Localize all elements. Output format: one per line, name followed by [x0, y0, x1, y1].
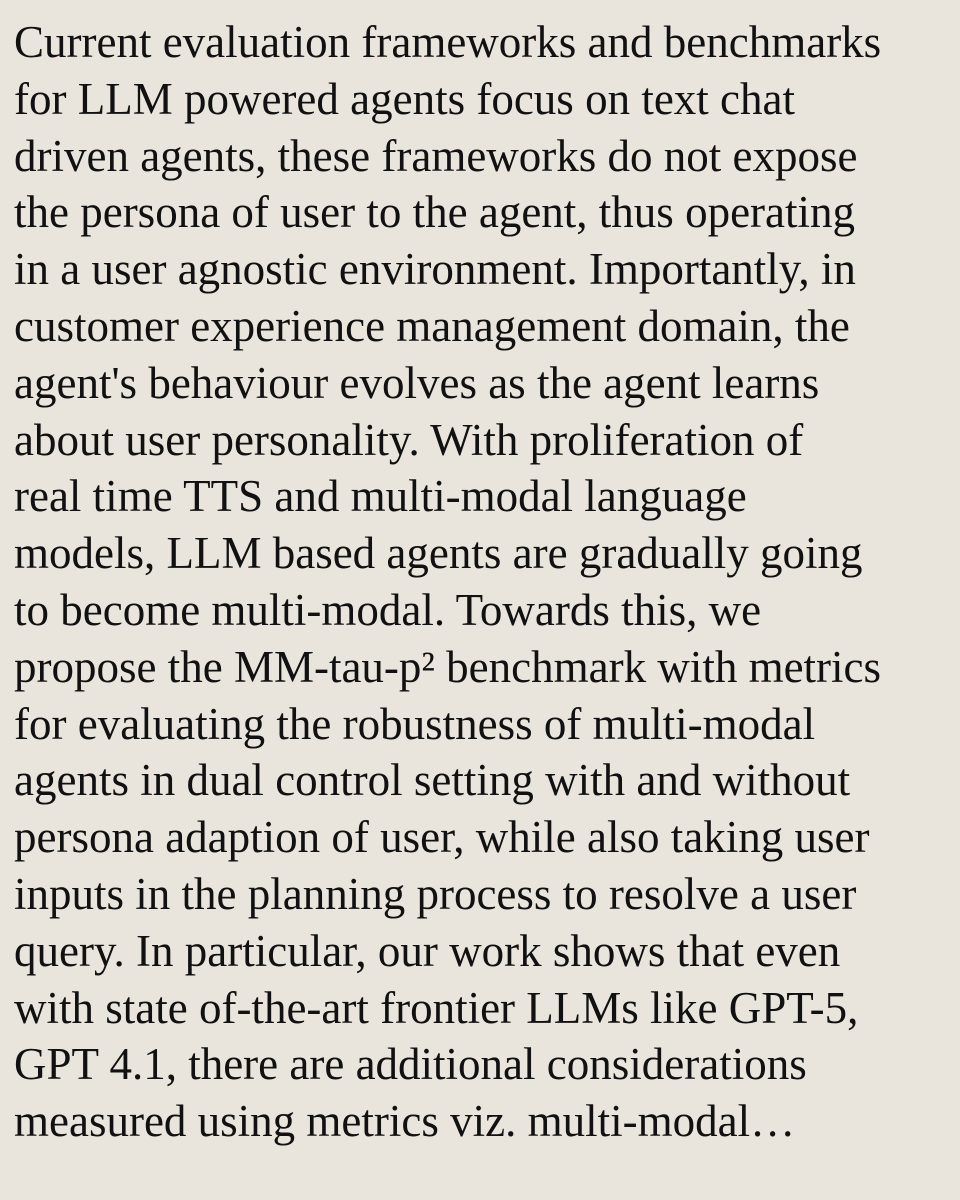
text-line: measured using metrics viz. multi-modal… — [14, 1096, 796, 1147]
text-line: Current evaluation frameworks and benchmarks — [14, 17, 882, 67]
text-line: for LLM powered agents focus on text chat — [14, 73, 795, 124]
text-line: real time TTS and multi-modal language — [14, 471, 747, 522]
text-line: agents in dual control setting with and without — [14, 755, 851, 806]
text-line: persona adaption of user, while also taking user — [14, 812, 870, 863]
text-line: the persona of user to the agent, thus operating — [14, 187, 856, 238]
text-line: GPT 4.1, there are additional considerations — [14, 1039, 807, 1090]
text-line: with state of-the-art frontier LLMs like GPT-5, — [14, 982, 859, 1033]
text-line: driven agents, these frameworks do not expose — [14, 130, 858, 181]
text-line: for evaluating the robustness of multi-modal — [14, 698, 816, 749]
text-line: agent's behaviour evolves as the agent learns — [14, 357, 820, 408]
text-line: models, LLM based agents are gradually going — [14, 528, 863, 579]
text-line: in a user agnostic environment. Importantly, in — [14, 244, 856, 295]
text-line: customer experience management domain, the — [14, 300, 850, 351]
text-line: propose the MM-tau-p² benchmark with metrics — [14, 641, 882, 692]
text-line: to become multi-modal. Towards this, we — [14, 584, 762, 635]
text-line: query. In particular, our work shows that even — [14, 925, 841, 976]
abstract-text — [14, 14, 949, 1150]
text-line: inputs in the planning process to resolve a user — [14, 868, 857, 919]
text-line: about user personality. With proliferation of — [14, 414, 804, 465]
